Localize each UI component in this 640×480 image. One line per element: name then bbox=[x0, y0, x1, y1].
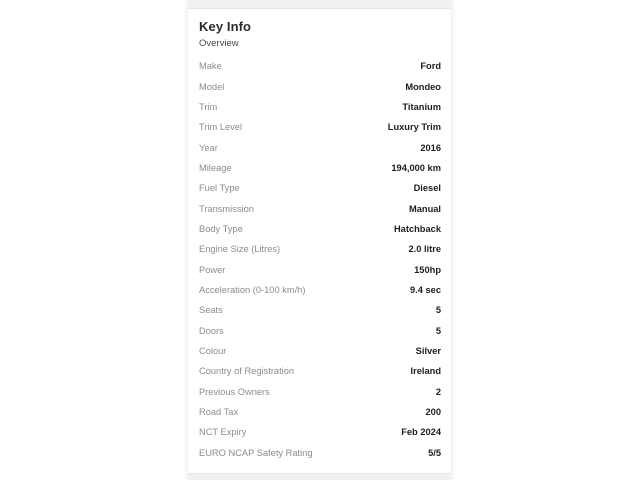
spec-row-acceleration bbox=[199, 280, 441, 300]
spec-value: 5 bbox=[435, 325, 441, 336]
spec-label: Body Type bbox=[199, 223, 243, 234]
spec-row-previous-owners bbox=[199, 382, 441, 402]
spec-row-year bbox=[199, 137, 441, 157]
spec-value: 2.0 litre bbox=[408, 244, 441, 255]
spec-value: 194,000 km bbox=[391, 162, 441, 173]
spec-value: 9.4 sec bbox=[409, 284, 441, 295]
section-title: Key Info bbox=[199, 19, 252, 34]
spec-row-engine-size bbox=[199, 239, 441, 259]
card-top-edge bbox=[188, 0, 451, 9]
spec-row-make bbox=[199, 56, 441, 76]
spec-value: Silver bbox=[415, 345, 441, 356]
spec-label: NCT Expiry bbox=[199, 427, 247, 438]
spec-value: Manual bbox=[408, 203, 441, 214]
spec-value: 2016 bbox=[420, 142, 441, 153]
spec-row-fuel-type bbox=[199, 178, 441, 198]
card-bottom-edge bbox=[188, 473, 451, 480]
spec-label: EURO NCAP Safety Rating bbox=[199, 447, 313, 458]
spec-row-body-type bbox=[199, 219, 441, 239]
spec-row-colour bbox=[199, 341, 441, 361]
spec-row-doors bbox=[199, 320, 441, 340]
spec-label: Previous Owners bbox=[199, 386, 270, 397]
spec-value: 5/5 bbox=[428, 447, 441, 458]
key-info-card bbox=[188, 0, 451, 480]
spec-label: Road Tax bbox=[199, 407, 239, 418]
spec-list bbox=[199, 56, 441, 463]
spec-row-mileage bbox=[199, 158, 441, 178]
spec-value: Ford bbox=[420, 61, 441, 72]
section-subtitle: Overview bbox=[199, 38, 239, 49]
spec-row-seats bbox=[199, 300, 441, 320]
spec-value: Titanium bbox=[402, 101, 441, 112]
spec-label: Seats bbox=[199, 305, 223, 316]
spec-row-road-tax bbox=[199, 402, 441, 422]
spec-value: Luxury Trim bbox=[387, 122, 441, 133]
spec-label: Year bbox=[199, 142, 218, 153]
spec-label: Doors bbox=[199, 325, 224, 336]
spec-value: Feb 2024 bbox=[401, 427, 441, 438]
spec-value: 5 bbox=[435, 305, 441, 316]
spec-row-nct-expiry bbox=[199, 422, 441, 442]
spec-row-model bbox=[199, 76, 441, 96]
spec-row-country-of-registration bbox=[199, 361, 441, 381]
spec-label: Acceleration (0-100 km/h) bbox=[199, 284, 306, 295]
spec-label: Fuel Type bbox=[199, 183, 240, 194]
spec-label: Trim bbox=[199, 101, 218, 112]
spec-value: Ireland bbox=[410, 366, 441, 377]
spec-label: Colour bbox=[199, 345, 227, 356]
spec-label: Engine Size (Litres) bbox=[199, 244, 281, 255]
spec-row-euro-ncap-rating bbox=[199, 443, 441, 463]
spec-label: Model bbox=[199, 81, 225, 92]
spec-value: Mondeo bbox=[405, 81, 441, 92]
spec-label: Trim Level bbox=[199, 122, 243, 133]
spec-row-power bbox=[199, 259, 441, 279]
spec-label: Transmission bbox=[199, 203, 254, 214]
spec-label: Make bbox=[199, 61, 222, 72]
spec-value: 200 bbox=[425, 407, 441, 418]
spec-value: 2 bbox=[435, 386, 441, 397]
spec-label: Power bbox=[199, 264, 226, 275]
spec-value: Hatchback bbox=[393, 223, 441, 234]
spec-value: Diesel bbox=[413, 183, 441, 194]
spec-row-transmission bbox=[199, 198, 441, 218]
spec-label: Country of Registration bbox=[199, 366, 295, 377]
spec-label: Mileage bbox=[199, 162, 232, 173]
spec-row-trim-level bbox=[199, 117, 441, 137]
spec-value: 150hp bbox=[414, 264, 441, 275]
spec-row-trim bbox=[199, 97, 441, 117]
